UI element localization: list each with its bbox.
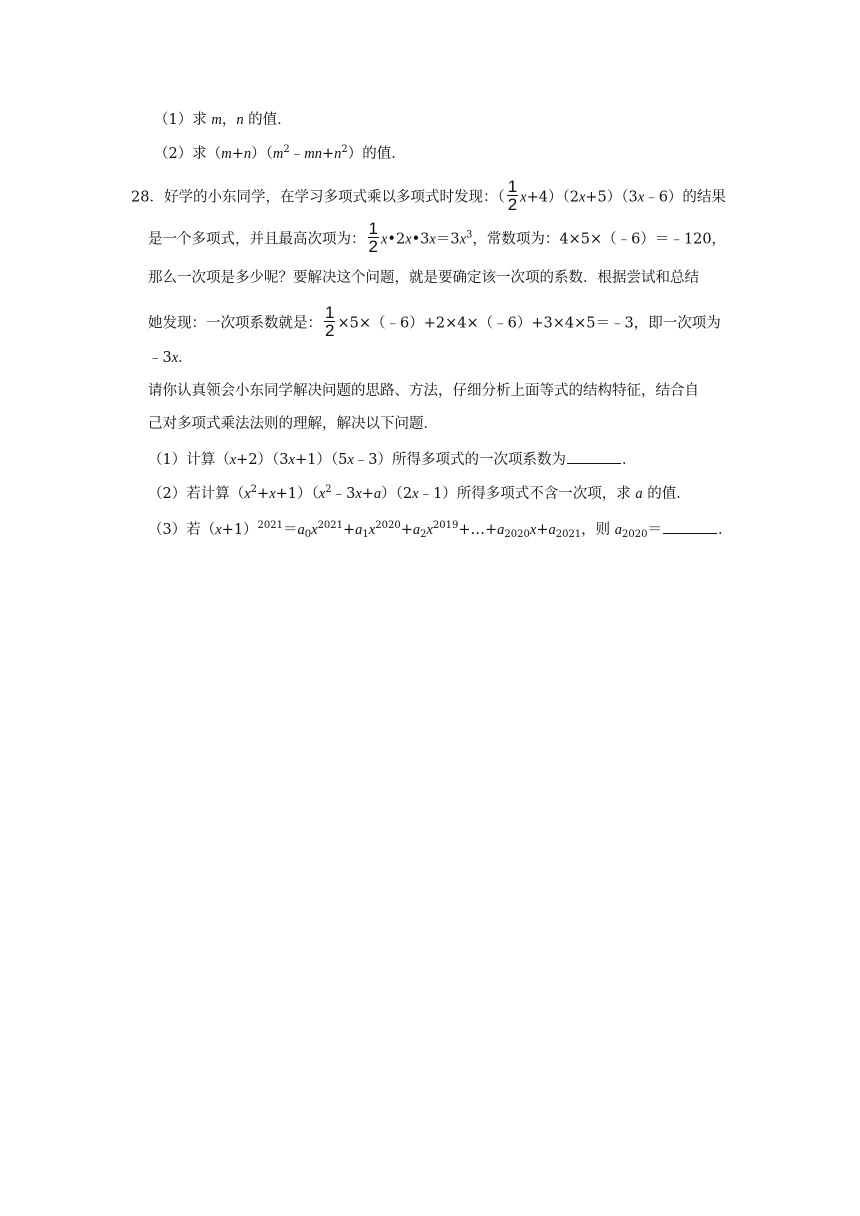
answer-blank[interactable] — [663, 519, 717, 534]
q27-part1: （1）求 m，n 的值． — [154, 112, 292, 128]
fraction-half: $\frac{1}{2}$ — [507, 177, 518, 214]
q28-highest-term: 是一个多项式，并且最高次项为： $\frac{1}{2}$ $x•2x•3x=3x^3$，常数项为：4×5×（﹣6）＝﹣120， — [148, 219, 727, 256]
q28-linear-term: ﹣3x． — [148, 350, 193, 366]
q28-line3: 那么一次项是多少呢？要解决这个问题，就是要确定该一次项的系数．根据尝试和总结 — [148, 270, 699, 286]
q28-instruction-1: 请你认真领会小东同学解决问题的思路、方法，仔细分析上面等式的结构特征，结合自 — [148, 383, 699, 399]
q28-linear-coefficient: 她发现：一次项系数就是： $\frac{1}{2}$ ×5×（﹣6）+2×4×（﹣6）+3×4×5＝﹣3，即一次项为 — [148, 303, 721, 340]
answer-blank[interactable] — [567, 449, 621, 464]
q28-sub1: （1）计算（x+2）（3x+1）（5x﹣3）所得多项式的一次项系数为 ． — [148, 449, 637, 471]
q28-sub3: （3）若$(x+1)^{2021}=a_0x^{2021}+a_1x^{2020}+a_2x^{2019}+\dots+a_{2020}x+a_{2021}$，则 $a_{2020}=$ ． — [148, 520, 733, 540]
q28-intro: 28．好学的小东同学，在学习多项式乘以多项式时发现：（ $\frac{1}{2}$ x+4）（2x+5）（3x﹣6）的结果 — [131, 177, 726, 214]
q28-instruction-2: 己对多项式乘法法则的理解，解决以下问题． — [148, 416, 438, 432]
q28-sub2: （2）若计算$(x^2+x+1)(x^2﹣3x+a)(2x﹣1)$所得多项式不含一次项，求 a 的值． — [148, 484, 691, 502]
fraction-half: $\frac{1}{2}$ — [368, 219, 378, 256]
fraction-half: $\frac{1}{2}$ — [325, 303, 335, 340]
q27-part2: （2）求$(m+n)(m^2﹣mn+n^2)$的值． — [154, 144, 406, 162]
